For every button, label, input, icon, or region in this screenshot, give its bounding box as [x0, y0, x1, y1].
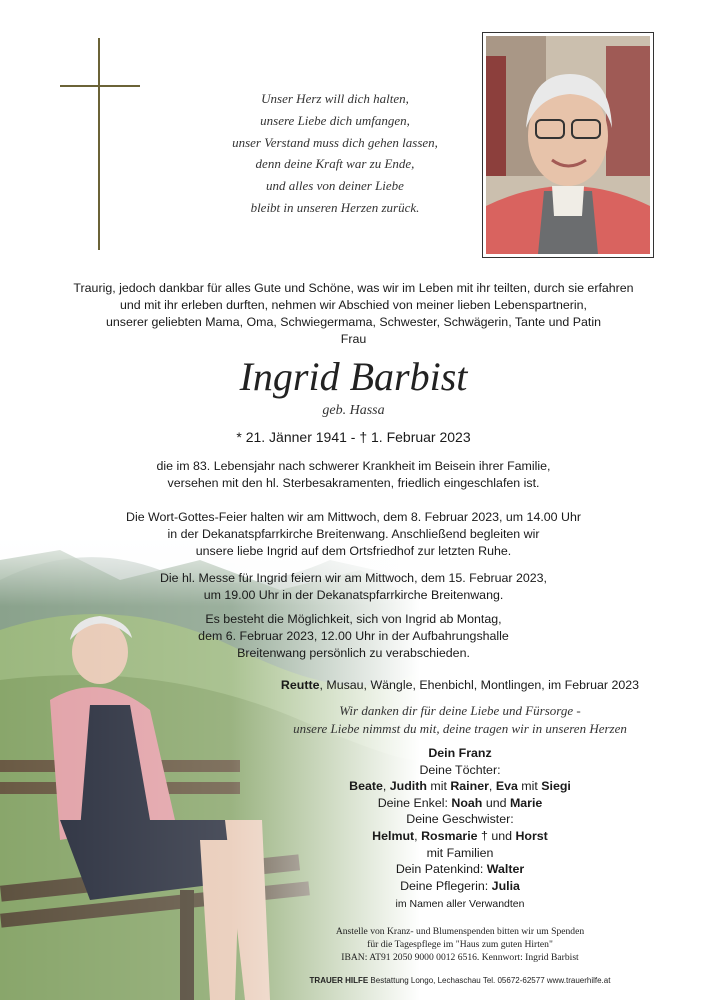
separator: ,	[382, 779, 390, 794]
donation-line: für die Tagespflege im "Haus zum guten Hirten"	[367, 939, 553, 950]
siblings-label: Deine Geschwister:	[406, 812, 514, 827]
mourner-name: Horst	[515, 828, 548, 843]
paragraph-line: Es besteht die Möglichkeit, sich von Ingrid ab Montag,	[205, 612, 502, 626]
separator: † und	[477, 828, 516, 843]
life-dates: * 21. Jänner 1941 - † 1. Februar 2023	[236, 429, 471, 445]
intro-text	[40, 280, 667, 348]
footer	[230, 976, 690, 985]
poem	[200, 88, 470, 219]
mourner-name: Noah	[451, 795, 483, 810]
mourner-name: Marie	[509, 795, 543, 810]
thanks-text	[230, 702, 690, 738]
paragraph-line: in der Dekanatspfarrkirche Breitenwang. Anschließend begleiten wir	[167, 527, 540, 541]
paragraph-line: unsere liebe Ingrid auf dem Ortsfriedhof zur letzten Ruhe.	[195, 544, 512, 558]
ceremony-paragraph	[100, 509, 607, 560]
separator: mit	[517, 779, 542, 794]
families-line: mit Familien	[426, 845, 494, 860]
place-town: Reutte	[280, 678, 320, 692]
mass-paragraph	[100, 570, 607, 604]
donation-line: Anstelle von Kranz- und Blumenspenden bitten wir um Spenden	[335, 926, 585, 937]
separator: mit	[426, 779, 451, 794]
place-rest: , Musau, Wängle, Ehenbichl, Montlingen, im Februar 2023	[319, 678, 640, 692]
grandchildren-line	[230, 795, 690, 812]
poem-line: unsere Liebe dich umfangen,	[260, 112, 410, 128]
mourner-name: Siegi	[541, 779, 571, 794]
partner-name: Dein Franz	[428, 746, 492, 760]
separator: ,	[414, 828, 422, 843]
mourners-list	[230, 745, 690, 913]
paragraph-line: die im 83. Lebensjahr nach schwerer Krankheit im Beisein ihrer Familie,	[156, 459, 551, 473]
portrait-image	[486, 36, 650, 254]
carer-label: Deine Pflegerin:	[400, 878, 492, 893]
paragraph-line: um 19.00 Uhr in der Dekanatspfarrkirche Breitenwang.	[203, 588, 504, 602]
intro-line: Frau	[340, 332, 367, 346]
mourner-name: Rosmarie	[421, 828, 478, 843]
siblings-line	[230, 828, 690, 845]
intro-line: Traurig, jedoch dankbar für alles Gute und Schöne, was wir im Leben mit ihr teilten, durch sie erfahren	[73, 281, 634, 295]
paragraph-line: versehen mit den hl. Sterbesakramenten, friedlich eingeschlafen ist.	[167, 476, 540, 490]
mourner-name: Walter	[486, 862, 525, 877]
poem-line: unser Verstand muss dich gehen lassen,	[232, 134, 438, 150]
separator: und	[482, 795, 510, 810]
thanks-line: unsere Liebe nimmst du mit, deine tragen wir in unseren Herzen	[293, 721, 627, 736]
mourner-name: Judith	[389, 779, 427, 794]
mourner-name: Rainer	[450, 779, 489, 794]
separator: ,	[488, 779, 496, 794]
godchild-label: Dein Patenkind:	[395, 862, 487, 877]
daughters-line	[230, 778, 690, 795]
mourner-name: Julia	[491, 878, 520, 893]
mourner-name: Helmut	[372, 828, 415, 843]
portrait-photo	[482, 32, 654, 258]
donation-line: IBAN: AT91 2050 9000 0012 6516. Kennwort: Ingrid Barbist	[341, 952, 579, 963]
footer-brand: TRAUER HILFE	[309, 976, 369, 985]
daughters-label: Deine Töchter:	[419, 762, 501, 777]
mourner-name: Eva	[495, 779, 518, 794]
maiden-name: geb. Hassa	[322, 403, 385, 418]
relatives-line: im Namen aller Verwandten	[395, 898, 525, 911]
farewell-paragraph	[100, 611, 607, 662]
donation-note	[230, 925, 690, 964]
paragraph-line: Breitenwang persönlich zu verabschieden.	[237, 646, 470, 660]
intro-line: unserer geliebten Mama, Oma, Schwiegermama, Schwester, Schwägerin, Tante und Patin	[106, 315, 601, 329]
grandchildren-label: Deine Enkel:	[377, 795, 452, 810]
paragraph-line: Die Wort-Gottes-Feier halten wir am Mittwoch, dem 8. Februar 2023, um 14.00 Uhr	[126, 510, 581, 524]
poem-line: bleibt in unseren Herzen zurück.	[250, 199, 420, 215]
place-date-line	[230, 678, 690, 692]
intro-line: und mit ihr erleben durften, nehmen wir Abschied von meiner lieben Lebenspartnerin,	[120, 298, 587, 312]
paragraph-line: Die hl. Messe für Ingrid feiern wir am Mittwoch, dem 15. Februar 2023,	[159, 571, 548, 585]
godchild-line	[230, 861, 690, 878]
poem-line: denn deine Kraft war zu Ende,	[255, 156, 415, 172]
poem-line: und alles von deiner Liebe	[266, 178, 404, 194]
carer-line	[230, 878, 690, 895]
footer-text: Bestattung Longo, Lechaschau Tel. 05672-62577 www.trauerhilfe.at	[368, 976, 611, 985]
death-paragraph	[100, 458, 607, 492]
mourner-name: Beate	[349, 779, 383, 794]
deceased-name: Ingrid Barbist	[239, 354, 468, 399]
thanks-line: Wir danken dir für deine Liebe und Fürsorge -	[339, 703, 581, 718]
paragraph-line: dem 6. Februar 2023, 12.00 Uhr in der Aufbahrungshalle	[198, 629, 509, 643]
poem-line: Unser Herz will dich halten,	[261, 91, 409, 106]
cross-icon	[60, 38, 140, 250]
